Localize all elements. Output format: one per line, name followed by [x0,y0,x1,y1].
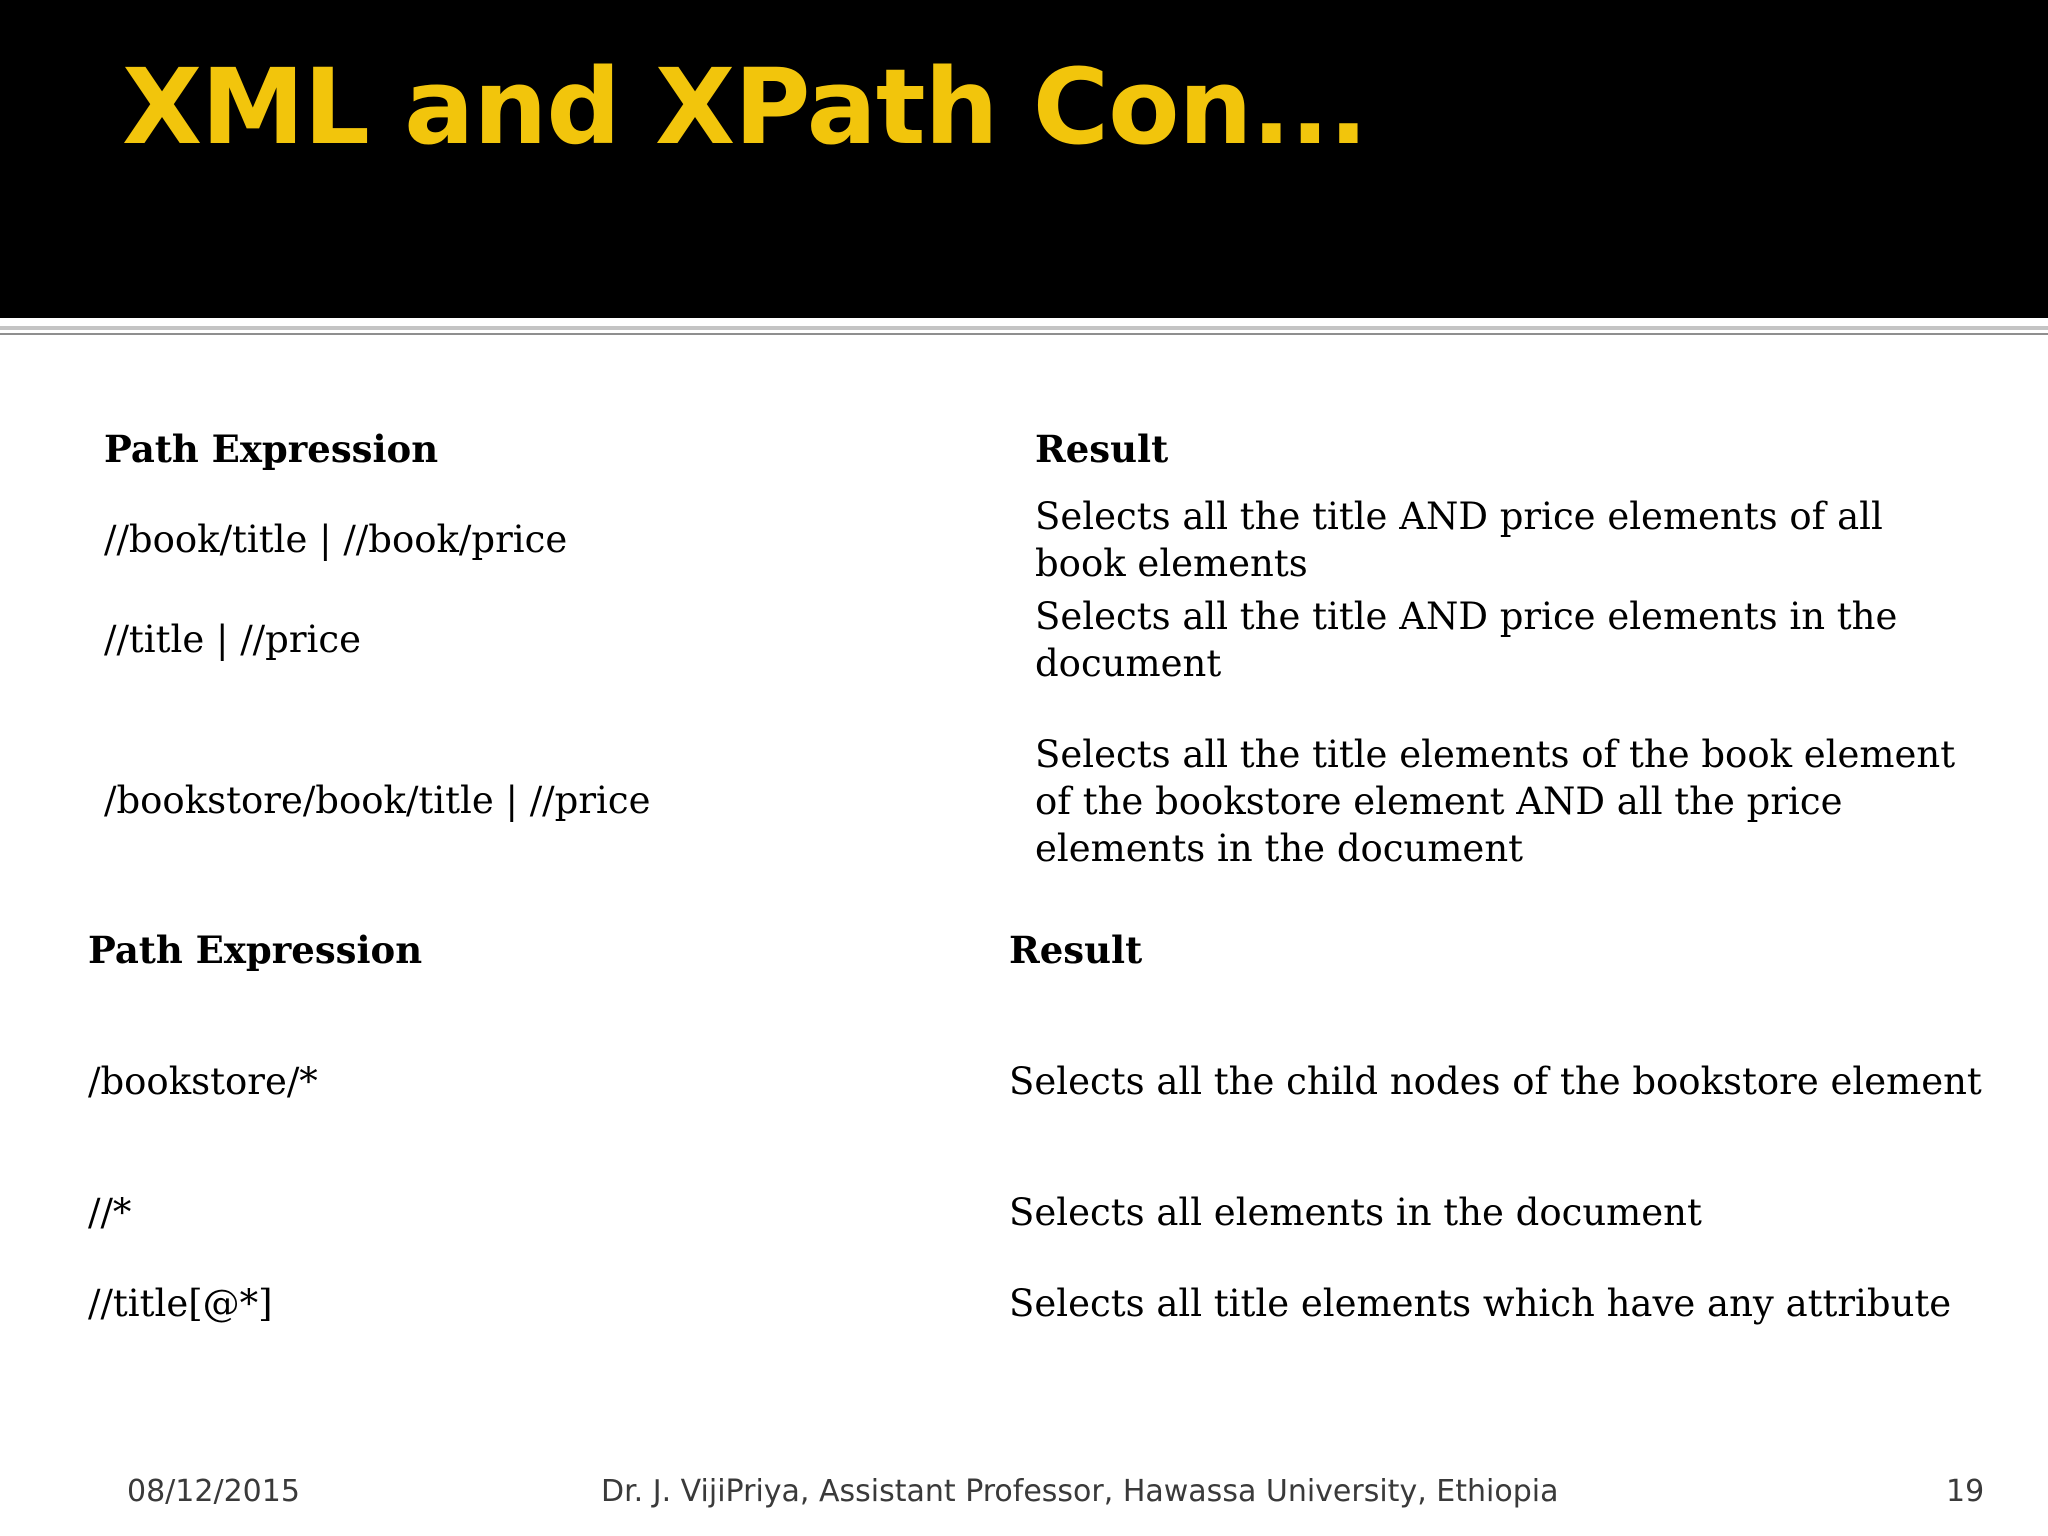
table2-row3-result: Selects all title elements which have any attribute [1009,1282,1952,1325]
table2-header-path: Path Expression [88,928,423,972]
table1-row1-path: //book/title | //book/price [104,518,568,561]
slide-title: XML and XPath Con... [122,46,1368,168]
table1-row2-path: //title | //price [104,618,361,661]
table2-row3-path: //title[@*] [88,1282,273,1325]
table2-row1-result: Selects all the child nodes of the bookstore element [1009,1060,1982,1103]
table1-row1-result: Selects all the title AND price elements of all book elements [1035,495,1883,585]
table1-row2-result: Selects all the title AND price elements in the document [1035,595,1898,685]
table1-header-result: Result [1035,427,1169,471]
title-divider-light [0,326,2048,330]
table1-row3-path: /bookstore/book/title | //price [104,779,651,822]
table2-header-result: Result [1009,928,1143,972]
footer-page-number: 19 [1946,1474,1985,1509]
footer-date: 08/12/2015 [127,1474,300,1509]
table2-row2-path: //* [88,1191,132,1234]
title-divider-dark [0,333,2048,335]
table2-row2-result: Selects all elements in the document [1009,1191,1702,1234]
table1-header-path: Path Expression [104,427,439,471]
table2-row1-path: /bookstore/* [88,1060,318,1103]
title-bar [0,0,2048,318]
footer-author: Dr. J. VijiPriya, Assistant Professor, Hawassa University, Ethiopia [601,1474,1559,1509]
table1-row3-result: Selects all the title elements of the book element of the bookstore element AND all the price elements in the document [1035,733,1956,870]
